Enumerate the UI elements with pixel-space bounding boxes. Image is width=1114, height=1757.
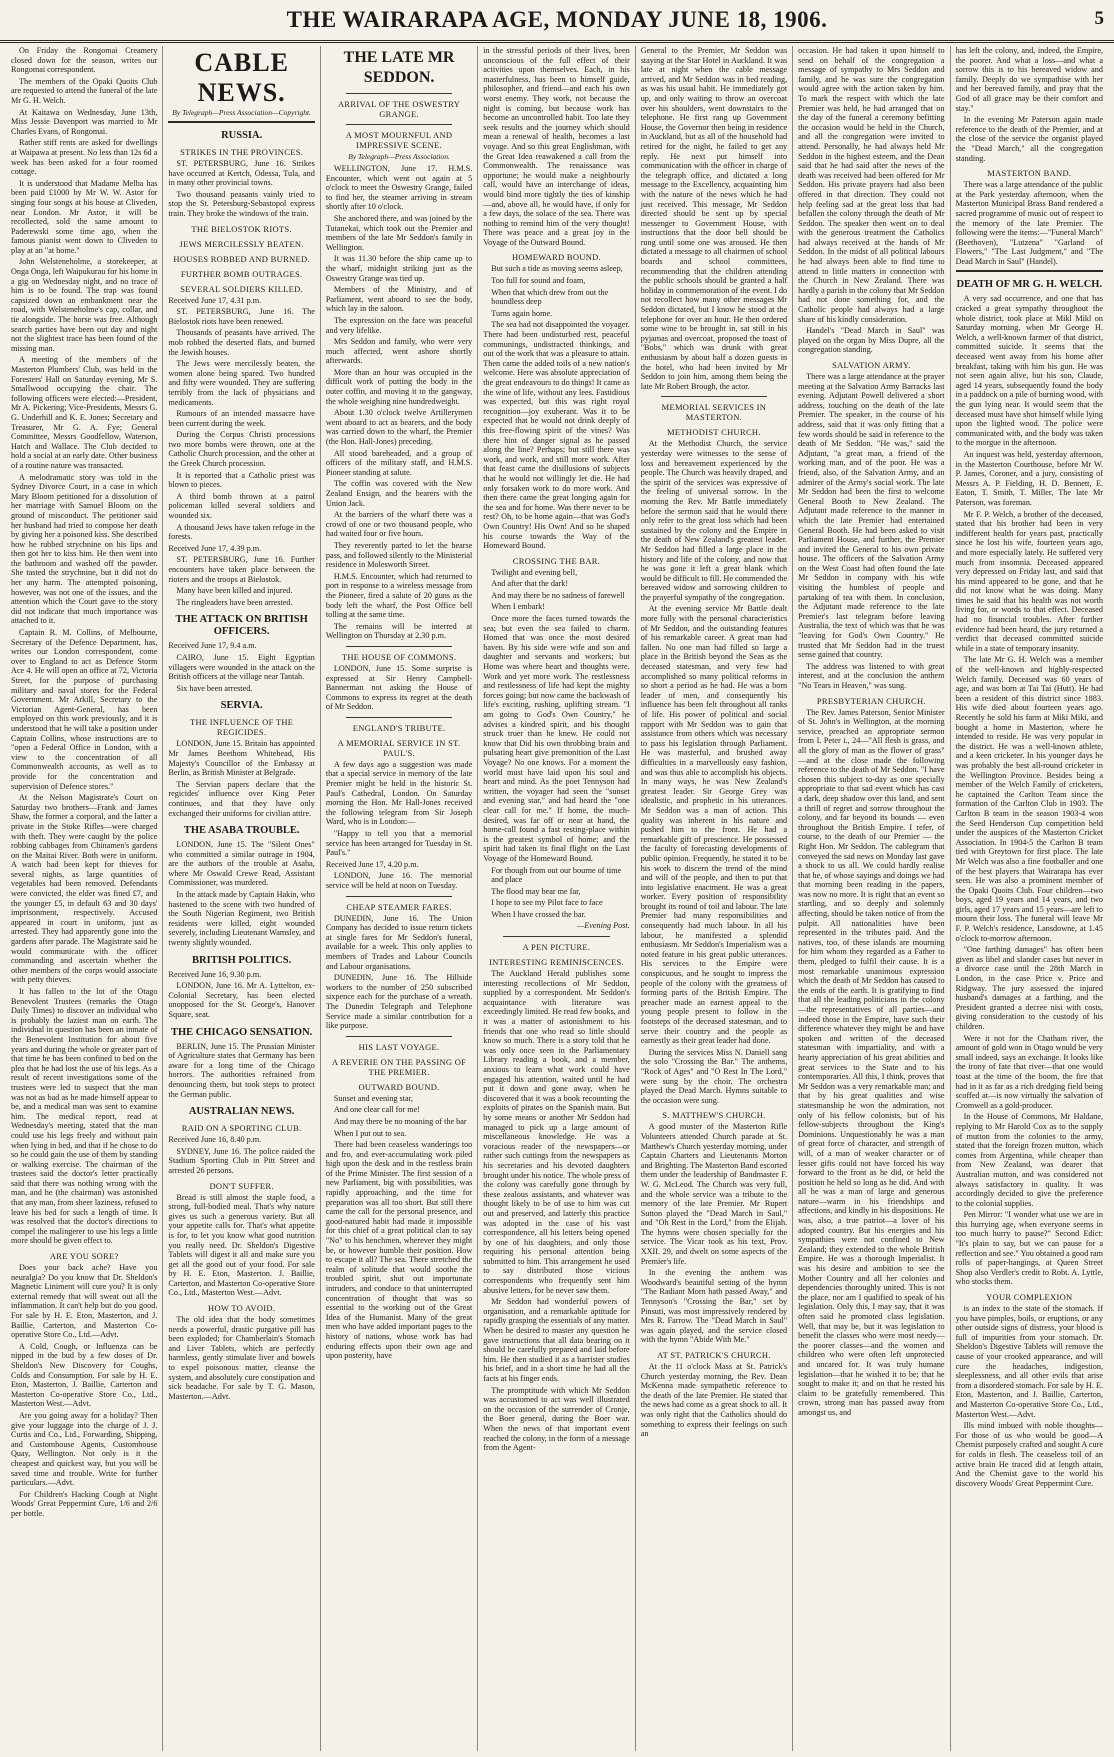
article-para: The address was listened to with great interest, and at the conclusion the anthem "No Tears in Heaven," was sung.	[798, 661, 945, 690]
article-para: Handel's "Dead March in Saul" was played on the organ by Miss Dupre, all the congregation standing.	[798, 326, 945, 355]
received-line: Received June 16, 9.30 p.m.	[168, 969, 262, 979]
article-para: The Rev. James Paterson, Senior Minister of St. John's in Wellington, at the morning service, preached an appropriate sermon from I. Peter i., 24—"All flesh is grass, and all the glory of man as the flower of grass" —and at the close made the following reference to the death of Mr Seddon. "I have chosen this subject to-day as one specially appropriate to that sad event which has cast a dark, deep shadow over this land, and sent a thrill of regret and sorrow throughout the colony, and far beyond its bounds — even throughout the British Empire. I refer, of course, to the death of our Premier — the Right Hon. Mr Seddon. The cablegram that conveyed the sad news on Monday last gave a shock to us all. We could hardly realise that he, of whose sayings and doings we had that morning been reading in the papers, was now no more. It is right that an event so startling, and so deeply and solemnly affecting, should be taken notice of from the pulpit. All nationalities have been represented in the tributes paid. And the natives, too, of these islands are mourning for him whom they regarded as a Father to them, pledged to fulfil their cause. It is a most remarkable unanimous expression which the death of Mr Seddon has caused to the ends of the earth. It is gratifying to find that all the leading politicians in the colony—the representatives of all parties—and indeed those in the Empire, have such their difference whatever they might be and have spoken and written of the deceased statesman with impartiality, and with a hearty appreciation of his great abilities and great services to the State and to his contemporaries. All this, I think, proves that Mr Seddon was a very remarkable man; and that by his great qualities and wise statesmanship he won the admiration, not only of his fellow colonists, but of his fellow-subjects throughout the King's Dominions. Unquestionably he was a man of great force of character, and strength of will, of a man of weaker character or of lesser gifts could not have forced his way forward to the front as he did, or held the position he held so long as he did. And with all he was a man of large and generous nature—warm in his friendships and affections, and kindly in his dispositions. He was, also, a true patriot—a lover of his adopted country. But his energies and his sympathies were not confined to New Zealand; they extended to the whole British Empire. He was a thorough Imperialist. It was his desire and ambition to see the Mother Country and all her colonies and dependencies thoroughly united. This is not the place, nor am I qualified to speak of his legislation. Only this, I may say, that it was often said he promoted class legislation. Well, that may be, but it was legislation to benefit the classes who were most needy—the poorer classes—and the women and children who were often left unprotected and uncared for. It was truly humane legislation—that he wished it to be; that he sought to make it; and on that he rested his claim to be gratefully remembered. This crown, strong man has passed away from amongst us, and	[798, 707, 945, 1417]
article-para: Were it not for the Chatham river, the amount of gold won in Otago would be very small indeed, says an exchange. It looks like the irony of fate that river—that one would toast at the time of the boom, the fire that had in it as far as a rich dredging field being scoffed at—is now virtually the salvation of Cromwell as a gold-producer.	[955, 1033, 1103, 1110]
subheading: A MOST MOURNFUL AND IMPRESSIVE SCENE.	[345, 130, 453, 150]
cable-news-title: CABLE NEWS.	[194, 48, 289, 107]
divider	[346, 93, 452, 94]
divider	[661, 396, 767, 397]
article-para: LONDON, June 15. The "Silent Ones" who committed a similar outrage in 1904, are the authors of the trouble at Asaba, where Mr Oswald Crewe Read, Assistant Commissioner, was murdered.	[168, 840, 315, 888]
column-5	[636, 46, 793, 1751]
article-para: During the Corpus Christi processions two more bombs were thrown, one at the Catholic Church procession, and the other at the Greek Church procession.	[168, 430, 315, 469]
subheading: S. MATTHEW'S CHURCH.	[662, 1110, 766, 1121]
columns	[6, 46, 1108, 1751]
article-para: A very sad occurrence, and one that has cracked a great sympathy throughout the whole district, took place at Mikl Mikl on Saturday morning, when Mr George H. Welch, a well-known farmer of that district, committed suicide. It seems that the deceased went away from his home after breakfast, taking with him his gun. He was not seen again alive, but his son, Claude, aged 14 years, subsequently found the body in a paddock on a pile of burning wood, with the gun lying near. It would seem that the deceased must have shot himself while lying upon the lighted wood. The police were communicated with, and the body was taken to the morgue in the afternoon.	[955, 294, 1103, 448]
article-para: ST. PETERSBURG, June 16. Further encounters have taken place between the rioters and the troops at Bielostok.	[168, 555, 315, 584]
article-para: Mr F. P. Welch, a brother of the deceased, stated that his brother had been in very indifferent health for years past, practically since he lost his wife, fourteen years ago, and more especially lately. He suffered very much from insomnia. Deceased appeared very depressed on Friday last, and said that his mind appeared to be gone, and that he did not know what he was doing. Many times he said that his health was not worth living for, or words to that effect. Deceased had no financial troubles. After further evidence had been heard, the jury returned a verdict that deceased committed suicide while in a state of temporary insanity.	[955, 509, 1103, 653]
article-para: A melodramatic story was told in the Sydney Divorce Court, in a case in which Mary Bloom petitioned for a dissolution of her marriage with Samuel Bloom on the ground of misconduct. The petitioner said her husband had tried to compose her death by giving her a poisoned kiss. She described how he rubbed strychnine on his lips and then got her to kiss him. He then went into the bathroom and washed off the powder. She tasted the strychnine, but it did not do her any harm. The attempted poisoning, however, was not one of the issues, and the attention which the Court gave to the story did not indicate that much importance was attached to it.	[11, 472, 158, 626]
article-para: LONDON, June 15. Some surprise is expressed at Sir Henry Campbell-Bannerman not asking the House of Commons to express its regret at the death of Mr Seddon.	[325, 663, 473, 712]
section-heading: THE CHICAGO SENSATION.	[170, 1026, 313, 1038]
page-number: 5	[1094, 8, 1104, 29]
poem-line: Turns again home.	[491, 308, 553, 318]
advert-para: Does your back ache? Have you neuralgia? Do you know that Dr. Sheldon's Magnetic Liniment will cure you? It is only external remedy that will sweat out all the inflammation. It can't help but do you good. For sale by H. E. Eton, Masterton, and J. Baillie, Carterton, and Masterton Co-operative Store Co., Ltd.—Advt.	[11, 1263, 158, 1340]
poem-line: Too full for sound and foam,	[491, 276, 586, 286]
subheading: SEVERAL SOLDIERS KILLED.	[180, 283, 304, 294]
article-para: It is understood that Madame Melba has been paid £1000 by Mr W. W. Astor for singing four songs at his house at Cliveden, near London. Mr Astor, it will be recollected, sold the same amount to Paderewski some time ago, when the famous pianist went down to Cliveden to play at an "at home."	[11, 178, 158, 255]
article-para: The sea had not disappointed the voyager. There had been undisturbed rest, peaceful communings, undistracted thinkings, and out of the work that was a pleasure to attain. Then came the added toils of a new nation's welcome. Here was absolute appreciation of the great endeavours to do things! It came as the wine of life, without any lees. Fastidious was expected, but this was right royal recognition—joy exuberant. Was it to be expected that he would not drink deeply of this free-flowing spirit of the vines? Was there hint of danger signal as he passed along the line? Perhaps; but still there was work, and work, and still more work. After that feast came the disillusions of subjects that he would not willingly let die. He had only forsaken work to do more work. And then there came the great longing again for the sea and for home. Was there never to be rest? Oh, to be home again—that was God's Own Country! His Own! And so he shaped his course towards the Way of the Homeward Bound.	[483, 320, 630, 551]
received-line: Received June 17, 4.20 p.m.	[325, 859, 419, 869]
section-heading: DEATH OF MR G. H. WELCH.	[956, 279, 1103, 291]
article-para: A few days ago a suggestion was made that a special service in memory of the late Premier might be held in the historic St. Paul's Cathedral, London. On Saturday morning the Hon. Mr Hall-Jones received the following telegram from Sir Joseph Ward, who is in London:—	[325, 759, 473, 827]
article-para: SYDNEY, June 16. The police raided the Stadium Sporting Club in Pitt Street and arrested 26 persons.	[168, 1146, 315, 1175]
subheading: PRESBYTERIAN CHURCH.	[816, 695, 926, 706]
article-para: DUNEDIN, June 16. The Hillside workers to the number of 250 subscribed sixpence each for the purchase of a wreath. The Dunedin Telegraph and Telephone Service made a similar contribution for a like purpose.	[325, 973, 473, 1031]
article-para: Rumours of an intended massacre have been current during the week.	[168, 409, 315, 428]
article-para: The promptitude with which Mr Seddon was accustomed to act was well illustrated on the occasion of the surrender of Cronje, the Boer general, during the Boer war. When the news of that important event reached the colony, in the form of a message from the Agent-	[483, 1385, 630, 1453]
poem-line: For though from out our bourne of time and place	[491, 865, 622, 885]
seddon-title: THE LATE MR SEDDON.	[343, 49, 455, 86]
article-para: At the Nelson Magistrate's Court on Saturday two brothers—Frank and James Shaw, the former a corporal, and the latter a private in the Stoke Rifles—were charged with theft. They were caught by the police robbing cabbages from Chinamen's gardens on the Maitai River. Both were in uniform. A watch had been kept for thieves for several nights, as large quantities of vegetables had been removed. Defendants were convicted, the elder was fined £7, and the younger £5, in default 63 and 30 days' imprisonment, respectively. Accused appeared in court in uniform, just as arrested. They had apparently gone into the gardens after parade. The Magistrate said he would communicate with the officer commanding and ascertain whether the other members of the corps would associate with petty thieves.	[11, 793, 158, 985]
article-para: The remains will be interred at Wellington on Thursday at 2.30 p.m.	[325, 621, 473, 641]
article-para: They reverently parted to let the hearse pass, and followed silently to the Ministerial residence in Molesworth Street.	[325, 540, 473, 570]
advert-para: is an index to the state of the stomach. If you have pimples, boils, or eruptions, or any other outside signs of distress, your blood is full of impurities from your stomach. Dr. Sheldon's Digestive Tablets will remove the cause of your crooked appearance, and will cure the headaches, indigestion, sleeplessness, and all other evils that arise from a disordered stomach. For sale by H. E. Eton, Masterton, and J. Baillie, Carterton, and Masterton Co-operative Store Co., Ltd., Masterton West.—Advt.	[955, 1304, 1103, 1419]
article-para: ST. PETERSBURG, June 16. Strikes have occurred at Kertch, Odessa, Tula, and in many other provincial towns.	[168, 159, 315, 188]
article-para: LONDON, June 16. The memorial service will be held at noon on Tuesday.	[325, 871, 473, 890]
divider	[956, 270, 1103, 272]
column-7	[951, 46, 1108, 1751]
advert-para: For Children's Hacking Cough at Night Woods' Great Peppermint Cure, 1/6 and 2/6 per bottle.	[11, 1489, 158, 1518]
subheading: JEWS MERCILESSLY BEATEN.	[179, 238, 304, 249]
byline: By Telegraph—Press Association—Copyright.	[172, 108, 311, 117]
poem-line: And may there be no sadness of farewell	[491, 590, 625, 600]
article-para: A good muster of the Masterton Rifle Volunteers attended Church parade at St. Matthew's Church yesterday morning, under Captain Charters and Lieutenants Morton and Brighting. The Masterton Band escorted them under the leadership of Bandmaster F. W. G. McLeod. The Church was very full, and the whole service was a tribute to the memory of the late Premier. Mr Rupert Sutton played the "Dead March in Saul," and "Oh Rest in the Lord," from the Elijah. The hymns were chosen specially for the service. The Vicar took as his text, Prov. XXII. 29, and dwelt on some aspects of the Premier's life.	[640, 1122, 788, 1266]
divider	[346, 896, 452, 897]
article-para: There was a large attendance of the public at the Park yesterday afternoon, when the Masterton Municipal Brass Band rendered a sacred programme of music out of respect to the memory of the late Premier. The following were the items:—"Funeral March" (Beethoven), "Lutzena" "Garland of Flowers," "The Last Judgment," and "The Dead March in Saul" (Handel).	[955, 180, 1103, 266]
article-para: It is reported that a Catholic priest was blown to pieces.	[168, 470, 315, 490]
article-para: A third bomb thrown at a patrol policeman killed several soldiers and wounded six.	[168, 491, 315, 521]
subheading: A REVERIE ON THE PASSING OF THE PREMIER.	[331, 1056, 467, 1077]
advert-heading: DON'T SUFFER.	[209, 1180, 274, 1191]
article-para: has left the colony, and, indeed, the Empire, the poorer. And what a loss—and what a sorrow this is to his bereaved widow and family. Deeply do we sympathise with her and her bereaved family, and pray that the God of all grace may be their comfort and stay."	[955, 46, 1103, 113]
subheading: RAID ON A SPORTING CLUB.	[181, 1123, 302, 1134]
article-para: LONDON, June 15. Britain has appointed Mr James Beethom Whitehead, His Majesty's Councillor of the Embassy at Berlin, as British Minister at Belgrade.	[168, 739, 315, 778]
article-para: A meeting of the members of the Masterton Plumbers' Club, was held in the Foresters' Hall on Saturday evening, Mr S. Smallwood occupying the chair. The following officers were elected:—President, Mr A. Pickering; Vice-Presidents, Messrs G. G. Underhill and K. E. Jones; Secretary and Treasurer, Mr G. A. Fye; General Committee, Messrs Goodfellow, Waterson, Hatch and Wallace. The Club decided to hold a social at an early date. Other business of a routine nature was transacted.	[11, 355, 158, 470]
article-para: It has fallen to the lot of the Otago Benevolent Trustees (remarks the Otago Daily Times) to discover an individual who is probably the laziest man on earth. The individual in question has been an inmate of the Benevolent Institution for about five years and during the whole or greater part of that time he has been confined to bed on the plea that he had lost the use of his legs. As a result of recent investigations some of the trustees were led to suspect that the man was not as bad as he made himself appear to be, and a medical man was sent to examine him. The medical report, read at Wednesday's meeting, stated that the man could use his legs freely and without pain when lying in bed, and that if he chose to do so he could gain the use of them by standing or walking exercise. The chairman of the trustees said the doctor's letter practically said that there was nothing wrong with the man, and he (the chairman) was astonished that any man, from sheer laziness, refused to leave his bed for such a length of time. It was resolved that the doctor's directions to compel the malingerer to use his legs a little more should be given effect to.	[11, 987, 158, 1246]
poem-line: When I put out to sea.	[333, 1128, 407, 1138]
subheading: METHODIST CHURCH.	[667, 427, 761, 438]
subheading: INTERESTING REMINISCENCES.	[489, 957, 624, 968]
article-para: About 1.30 o'clock twelve Artillerymen went aboard to act as bearers, and the body was carried down to the wharf, the Premier (the Hon. Hall-Jones) preceding.	[325, 408, 473, 447]
article-para: Six have been arrested.	[176, 683, 253, 693]
section-heading: AUSTRALIAN NEWS.	[188, 1106, 295, 1118]
received-line: Received June 16, 8.40 p.m.	[168, 1135, 262, 1145]
article-para: John Welsteneholme, a storekeeper, at Onga Onga, left Waipukurau for his home in a gig on Wednesday night, and no trace of him is to be found. The trap was found capsized down an embankment near the road, with Welsteneholme's cap, collar, and tie alongside. The horse was free. Although search parties have been out day and night not the slightest trace has been found of the missing man.	[11, 257, 158, 353]
article-para: During the services Miss N. Daniell sang the solo "Crossing the Bar." The anthems, "Rock of Ages" and "O Rest In The Lord," were sung by the choir. The orchestra played the Dead March. Hymns suitable to the occasion were sung.	[640, 1047, 788, 1105]
advert-para: Ills mind imbued with noble thoughts—For those of us who would be good—A Chemist purposely crafted and sought A cure for colds in flesh. The ceaseless toil of an active brain He traced did at length attain, And the Chemist gave to the world his discovery Woods' Great Peppermint Cure.	[955, 1421, 1103, 1488]
received-line: Received June 17, 4.39 p.m.	[168, 543, 262, 553]
article-para: At the 11 o'clock Mass at St. Patrick's Church yesterday morning, the Rev. Dean McKenna made sympathetic reference to the death of the late Premier. He stated that the news had come as a great shock to all. It was only right that the Catholics should do something to express their feelings on such an	[640, 1362, 788, 1439]
article-para: LONDON, June 16. Mr A. Lyttelton, ex-Colonial Secretary, has been elected unopposed for the St. George's, Hanover Square, seat.	[168, 981, 315, 1019]
section-heading: THE ATTACK ON BRITISH OFFICERS.	[175, 614, 308, 638]
poem-line: When I have crossed the bar.	[491, 909, 586, 919]
subheading: FURTHER BOMB OUTRAGES.	[180, 268, 303, 279]
article-para: Rather stiff rents are asked for dwellings at Waipawa at present. No less than 12s 6d a week has been asked for a four roomed cottage.	[11, 138, 158, 177]
poem-line: Sunset and evening star,	[333, 1093, 414, 1103]
subheading: A PEN PICTURE.	[522, 942, 591, 953]
poem-line: And one clear call for me!	[333, 1105, 420, 1115]
subheading: SALVATION ARMY.	[832, 360, 911, 370]
article-para: ST. PETERSBURG, June 16. The Bielostok riots have been renewed.	[168, 307, 315, 326]
subheading: AT ST. PATRICK'S CHURCH.	[657, 1350, 771, 1360]
advert-heading: HOW TO AVOID.	[208, 1303, 276, 1314]
subheading: HOMEWARD BOUND.	[511, 252, 601, 263]
article-para: Once more the faces turned towards the sea; but even the sea failed to charm. Homed that was once the most desired haven. By his side were wife and son and daughter and servants and workers; but Home was where heart and thoughts were. Work and yet more work. The restlessness and restlessness of life had kept the mighty forces going; but now came the backwash of life's exciting, rushing, uplifting stream. "I am going to God's Own Country," he advises a kindred spirit, and his thought struck truer than he knew. He could not know that Did his own throbbing brain and pulsating heart give premonition of the Last Voyage? No one knows. For a moment the world must have laid upon his soul and heart and mind. As the poet Tennyson had written, the voyager had seen the "sunset and evening star," and had heard the "one clear call for me." If home, the much-desired, was far off or near at hand, the home-call found a fast resting-place within is the greatest symbol of home; and the spirit had taken its final flight on the Last Voyage of the Homeward Bound.	[483, 614, 630, 863]
article-para: Two thousand peasants vainly tried to stop the St. Petersburg-Sebastopol express train. They broke the windows of the train.	[168, 189, 315, 218]
article-para: CAIRO, June 15. Eight Egyptian villagers were wounded in the attack on the British officers at the village near Tantah.	[168, 652, 315, 682]
article-para: The expression on the face was peaceful and very lifelike.	[325, 315, 473, 335]
column-4	[478, 46, 635, 1751]
article-para: Members of the Ministry, and of Parliament, went aboard to see the body, which lay in the saloon.	[325, 285, 473, 314]
article-para: BERLIN, June 15. The Prussian Minister of Agriculture states that Germany has been aware for a long time of the Chicago horrors. The authorities refrained from denouncing them, but took steps to protect the German public.	[168, 1041, 315, 1099]
subheading: ARRIVAL OF THE OSWESTRY GRANGE.	[337, 99, 461, 119]
article-para: Captain R. M. Collins, of Melbourne, Secretary of the Defence Department, has, writes our London correspondent, come over to England to act as Defence Storm Ace 4. He will open an office at 72, Victoria Street, for the purpose of purchasing military and naval stores for the Federal Government. Mr Arkill, Secretary to the Victorian Agent-General, has been employed on this work previously, and it is understood that he will take a position under Captain Collins, whose instructions are to "open a Federal Office in London, with a view to the concentration of all Commonwealth accounts, as well as to provide for the concentration and supervision of Defence stores."	[11, 628, 158, 791]
subheading: THE INFLUENCE OF THE REGICIDES.	[189, 717, 294, 738]
divider	[346, 124, 452, 125]
advert-para: Bread is still almost the staple food, a strong, full-bodied meal. That's why nature gives us such a generous variety. But all your appetite calls for. That's what appetite is for, to let you know what good nutrition you really need. Dr. Sheldon's Digestive Tablets will digest it all and make sure you get all the good out of your food. For sale by H. E. Eton, Masterton. J. Baillie, Carterton, and Masterton Co-operative Store Co., Ltd., Masterton West.—Advt.	[168, 1192, 315, 1298]
source-credit: —Evening Post.	[576, 921, 630, 931]
advert-para: A Cold, Cough, or Influenza can be nipped in the bud by a few doses of Dr. Sheldon's New Discovery for Coughs, Colds and Consumption. For sale by H. E. Eton, Masterton, J. Baillie, Carterton and Masterton Co-operative Store Co., Ltd., Masterton West.—Advt.	[11, 1341, 158, 1409]
subheading: CROSSING THE BAR.	[512, 555, 601, 566]
section-heading: SERVIA.	[220, 700, 263, 712]
poem-line: Twilight and evening bell,	[491, 567, 578, 577]
article-para: There had been ceaseless wanderings too and fro, and ever-accumulating work piled high upon the desk and in the restless brain of the Prime Minister. The first session of a new Parliament, big with possibilities, was rapidly approaching, and the time for preparation was all too short. But still there came the call for the personal presence, and good-natured habit had made it impossible for this chief of a great political clan to say "No" to his henchmen, wherever they might be, or however humble their position. How to escape it all? The sea. There stretched the realm of solitude that would soothe the troubled spirit, shut out importunate intruders, and conduce to that uninterrupted concentration of thought that was so essential to the working out of the Great Idea of the Humanist. Many of the great men who have added important pages to the history of nations, whose work has had enduring effects upon their own age and upon posterity, have	[325, 1140, 473, 1361]
section-heading: THE ASABA TROUBLE.	[183, 825, 300, 837]
column-6	[793, 46, 950, 1751]
article-para: All stood bareheaded, and a group of officers of the military staff, and H.M.S. Pioneer standing at salute.	[325, 448, 473, 477]
article-para: In the attack made by Captain Hakin, who hastened to the scene with two hundred of the South Nigerian Regiment, two British residents were killed, eight wounded severely, including Lieutenant Wamsley, and twenty slightly wounded.	[168, 890, 315, 948]
poem-line: But such a tide as moving seems asleep,	[491, 264, 623, 274]
article-para: At Kaitawa on Wednesday, June 13th, Miss Jessie Davenport was married to Mr Charles Evans, of Rongomai.	[11, 107, 158, 136]
masthead-title: THE WAIRARAPA AGE, MONDAY JUNE 18, 1906.	[286, 7, 828, 32]
column-1	[6, 46, 163, 1751]
article-para: "One farthing damages" has often been given as libel and slander cases but never in a divorce case until the 28th March in London, in the case Price v. Price and Ridgway. The jury assessed the injured husband's damages at a farthing, and the President granted a decree nisi with costs, giving consideration to the custody of his children.	[955, 945, 1103, 1031]
article-para: At the Methodist Church, the service yesterday were witnesses to the sense of loss and bereavement experienced by the people. The Church was heavily draped, and the spirit of the services was expressive of the feeling of universal sorrow. In the morning the Rev. Mr Battle immediately before the sermon said that he would there only refer to the great loss which had been sustained by the colony and the Empire in the death of New Zealand's greatest leader. Mr Seddon had filled a large place in the history and life of the colony, and now that he was gone it left a great blank which would be difficult to fill. He commended the bereaved widow and sorrowing children to the prayerful sympathy of the congregation.	[640, 439, 788, 602]
subheading: OUTWARD BOUND.	[358, 1081, 440, 1092]
poem-line: When I embark!	[491, 602, 545, 612]
article-para: The ringleaders have been arrested.	[176, 597, 293, 607]
subheading: THE HOUSE OF COMMONS.	[341, 651, 457, 662]
article-para: "Happy to tell you that a memorial service has been arranged for Tuesday in St. Paul's."	[325, 829, 473, 858]
article-para: H.M.S. Encounter, which had returned to port in response to a wireless message from the Pioneer, fired a salute of 20 guns as the body left the wharf, the Post Office bell tolling at the same time.	[325, 571, 473, 620]
article-para: It was 11.30 before the ship came up to the wharf, midnight striking just as the Oswestry Grange was tied up.	[325, 254, 473, 283]
advert-para: Are you going away for a holiday? Then give your luggage into the charge of J. J. Curtis and Co., Ltd., Forwarding, Shipping, and Customhouse Agents, Customhouse Quay, Wellington. Not only is it the cheapest and quickest way, but you will be saved time and trouble. Write for further particulars.—Advt.	[11, 1410, 158, 1488]
advert-heading: ARE YOU SORE?	[49, 1251, 119, 1262]
subheading: ENGLAND'S TRIBUTE.	[352, 722, 446, 733]
poem-line: And may there be no moaning of the bar	[333, 1116, 467, 1126]
section-heading: BRITISH POLITICS.	[192, 954, 292, 966]
article-para: A thousand Jews have taken refuge in the forests.	[168, 522, 315, 542]
article-para: Mr Seddon had wonderful powers of organisation, and a remarkable aptitude for rapidly grasping the essentials of any matter. When he desired to master any question he gave instructions that all data bearing on it should be carefully prepared and laid before him. He then studied it as a barrister studies his brief, and in a short time he had all the facts at his finger ends.	[483, 1297, 630, 1383]
section-heading: RUSSIA.	[221, 130, 263, 141]
article-para: DUNEDIN, June 16. The Union Company has decided to issue return tickets at single fares for Mr Seddon's funeral, available for a week. This only applies to members of Trades and Labour Councils and Labour organisations.	[325, 913, 473, 971]
article-para: An inquest was held, yesterday afternoon, in the Masterton Courthouse, before Mr W. P. James, Coroner, and a jury, consisting of Messrs A. P. Fielding, H. D. Bennett, E. Eaton, T. Smith, T. Miller, The late Mr Paterson, was foreman.	[955, 449, 1103, 507]
divider	[346, 1036, 452, 1037]
poem-line: And after that the dark!	[491, 579, 569, 589]
article-para: The Servian papers declare that the regicides' influence over King Peter continues, and that they have only exchanged their uniforms for civilian attire.	[168, 779, 315, 818]
article-para: The coffin was covered with the New Zealand Ensign, and the bearers with the Union Jack.	[325, 479, 473, 508]
subheading: A MEMORIAL SERVICE IN ST. PAUL'S.	[337, 737, 461, 758]
article-para: in the stressful periods of their lives, been unconscious of the full effect of their activities upon themselves. Each, in his masterfulness, has been to himself guide, philosopher, and friend—and each his own worst enemy. They work, not because the night is coming, but because work has become an uncontrolled habit. Too late they seek results and the journey which should mean a renewal of health, becomes a last voyage. And so this great Englishman, with the Great Idea reawakened a call from the Commonwealth. The renaissance was opportune; he would make a neighbourly call, would have an interchange of ideas, would bind more tightly the ties of kinship—and, above all, he would have, if only for a few days, the solace of the sea. There was nothing to remind him of the very thought! There was peace and a great joy in the Voyage of the Outward Bound.	[483, 46, 630, 247]
divider	[503, 936, 609, 937]
column-3	[321, 46, 478, 1751]
poem-line: The flood may bear me far,	[491, 886, 581, 896]
subheading: MASTERTON BAND.	[987, 168, 1072, 179]
article-para: The late Mr G. H. Welch was a member of the well-known and highly-respected Welch family. Deceased was 60 years of age, and was born at Tai Tai (Hutt). He had been a resident of this district since 1883. His wife died about fourteen years ago. Recently he sold his farm at Miki Miki, and bought a home in Masterton, where he intended to reside. He was very popular in the district. He was a well-known athlete, and a keen cricketer. In his younger days he was probably the best all-round cricketer in the Wellington Province. Besides being a member of the Welch Family of cricketers, he captained the Carlton Team since the formation of the Carlton Club in 1903. The Carlton B team in the season 1903-4 won the Seed Henderson Cup competition held under the auspices of the Masterton Cricket Association. In 1904-5 the Carlton B team tied with Greytown for first place. The late Mr Welch was also a fine footballer and one of the best players that Wairarapa has ever seen. He was also a prominent member of the Opaki Quoits Club. Four children—two boys, aged 19 years and 14 years, and two girls, aged 17 years and 15 years—are left to mourn their loss. The funeral will leave Mr F. P. Welch's residence, Lansdowne, at 1.45 o'clock to-morrow afternoon.	[955, 655, 1103, 943]
received-line: Received June 17, 9.4 a.m.	[168, 641, 257, 651]
article-para: Mrs Seddon and family, who were very much affected, went ashore shortly afterwards.	[325, 337, 473, 366]
article-para: General to the Premier, Mr Seddon was staying at the Star Hotel in Auckland. It was late at night when the cable message arrived, and Mr Seddon was in bed reading, as was his usual habit. He immediately got up, and only waiting to throw an overcoat over his shoulders, went downstairs to the telephone. He first rang up Government House, the Governor then being in residence in Auckland, but as all of the household had retired for the night, he failed to get any reply. He next put himself into communication with the officer in charge of the telegraph office, and dictated a long message to the Excellency, acquainting him with the nature of the news which he had just received. This message, Mr Seddon directed should be sent up by special messenger to Government House, with instructions that the door bell should be rung until some one was aroused. He then dictated a message to all chairmen of school boards and school committees, recommending that the children attending the public schools should be granted a half holiday in commemoration of the event. I do not recollect how many other messages Mr Seddon dictated, but I know he stood at the telephone for over an hour. He then ordered some wine to be brought in, sat still in his pyjamas and overcoat, proposed the toast of "Bobs," which was drunk with great enthusiasm by about half a dozen guests in the hotel, who had been invited by Mr Seddon to join him, among them being the late Mr Robert Brough, the actor.	[640, 46, 788, 391]
subheading: MEMORIAL SERVICES IN MASTERTON.	[661, 402, 767, 423]
article-para: On Friday the Rongomai Creamery closed down for the season, writes our Rongomai correspondent.	[11, 46, 158, 75]
subheading: THE BIELOSTOK RIOTS.	[191, 223, 292, 234]
column-2	[163, 46, 320, 1751]
article-para: More than an hour was occupied in the difficult work of putting the body in the outer coffin, and moving it to the gangway, the whole weighing nine hundredweight.	[325, 367, 473, 406]
subheading: CHEAP STEAMER FARES.	[346, 901, 452, 912]
subheading: HOUSES ROBBED AND BURNED.	[173, 253, 310, 264]
article-para: At the evening service Mr Battle dealt more fully with the personal characteristics of Mr Seddon, and the outstanding features of his remarkable career. A great man had fallen. No one man had filled so large a place in the British beyond the Seas as the deceased statesman, and very few had accomplished so many political reforms in so short a period as he had. He was a born leader of men, and consequently his influence has been felt throughout all ranks of life. His power of political and social rapport with Mr Seddon was to gain that assistance from others which was necessary to pass his legislation through Parliament. He was masterful, and brushed away difficulties in a marvellously easy fashion, and was thus able to accomplish his objects. In many ways, he was New Zealand's greatest leader. Sir George Grey was idealistic, and prophetic in his utterances. Mr Seddon was a man of action. This quality was inherent in his nature and pushed him to the front. He had a remarkable gift of prescience. He possessed the faculty of forecasting developments of public opinion. Frequently, he stated it to be his work to discern the trend of the mind and will of the people, and then to put that into legislative enactment. He was a great worker. Every position of responsibility brought its round of toil and labour. The late Premier had many responsibilities and consequently had much labour. In all his labour, he manifested a splendid enthusiasm. Mr Seddon's Imperialism was a noted feature in his great public utterances. His services to the Empire were conspicuous, and he sought to impress the people of the colony with the greatness of forming parts of the British Empire. The preacher made an earnest appeal to the young people present to follow in the footsteps of the deceased statesman, and to serve their country and the people as earnestly as their great leader had done.	[640, 604, 788, 1046]
article-para: There was a large attendance at the prayer meeting at the Salvation Army Barracks last evening. Adjutant Powell delivered a short address, touching on the death of the late Premier. The speaker, in the course of his address, said that it was only fitting that a few words should be said in reference to the death of Mr Seddon. "He was," said the Adjutant, "a great man, a friend of the working man, and of the poor. He was a friend, also, of the Salvation Army, and an admirer of the Army's social work. The late Mr Seddon had been the first to welcome General Booth to New Zealand. The Adjutant made reference to the manner in which the late Premier had entertained General Booth. He had been asked to visit Parliament House, and further, the Premier and invited the General to his own private house. The officers of the Salvation Army on the West Coast had often found the late Mr Seddon in company with his wife visiting the humblest of people and partaking of tea with them. In conclusion, the Adjutant made reference to the late Premier's last telegram before leaving Australia, the text of which was that he was "leaving for God's Own Country." He trusted that Mr Seddon had in the truest sense gained that country.	[798, 372, 945, 660]
divider	[346, 717, 452, 718]
article-para: In the House of Commons, Mr Haldane, replying to Mr Harold Cox as to the supply of mutton from the colonies to the army, stated that the foreign frozen mutton, which comes from Argentina, while cheaper than from New Zealand, was dearer that Australian mutton, and was considered not always satisfactory in quality. It was accordingly decided to give the preference to the colonial supplies.	[955, 1112, 1103, 1208]
article-para: She anchored there, and was joined by the Tutanekai, which took out the Premier and members of the late Mr Seddon's family in Wellington.	[325, 213, 473, 252]
subheading: HIS LAST VOYAGE.	[358, 1041, 440, 1052]
article-para: The members of the Opaki Quoits Club are requested to attend the funeral of the late Mr G. H. Welch.	[11, 76, 158, 105]
article-para: At the barriers of the wharf there was a crowd of one or two thousand people, who had waited four or five hours.	[325, 510, 473, 539]
received-line: Received June 17, 4.31 p.m.	[168, 295, 262, 305]
article-para: WELLINGTON, June 17. H.M.S. Encounter, which went out again at 5 o'clock to meet the Oswestry Grange, failed to find her, the steamer arriving in stream shortly after 10 o'clock.	[325, 164, 473, 212]
article-para: The Auckland Herald publishes some interesting recollections of Mr Seddon, supplied by a correspondent. Mr Seddon's acquaintance with literature was exceedingly limited. He read few books, and it was a matter of astonishment to his friends that one who read so little should know so much. There is a story told that he was only once seen in the Parliamentary Library reading a book, and a member, anxious to learn what work could have engaged his attention, waited until he had put it down and gone away, when he discovered that it was a book recounting the exploits of pirates on the Spanish main. But by some means or another Mr Seddon had managed to pick up a large amount of miscellaneous knowledge. He was a voracious reader of the newspapers—or rather such cuttings from the newspapers as his secretaries and his devoted daughters brought under his notice. The whole press of the colony was carefully gone through by these zealous assistants, and whatever was thought likely to be of use to him was cut out and preserved, and latterly this practice was adopted in the case of his vast correspondence, all his letters being opened by one of his daughters, and only those requiring his personal attention being submitted to him. This arrangement he used to say distributed those vicious correspondents who frequently sent him abusive letters, for he never saw them.	[483, 969, 630, 1295]
advert-para: Pen Mirror: "I wonder what use we are in this hurrying age, when everyone seems in too much hurry to pause?" Second Edict: "It's plain to say, but we can pause for a reflection and see." You obtained a good ram rolls of paper-hangings, at Queen Street Shop also Verdler's credit to Robt. A. Lyttle, who stocks them.	[955, 1210, 1103, 1287]
article-para: In the evening the anthem was Woodward's beautiful setting of the hymn "The Radiant Morn hath passed Away," and Tennyson's "Crossing the Bar," set by Pinsuti, was most impressively rendered by Mrs R. Farrow. The "Dead March in Saul" was again played, and the service closed with the hymn "Abide With Me."	[640, 1268, 788, 1345]
subheading: STRIKES IN THE PROVINCES.	[180, 147, 304, 157]
poem-line: I hope to see my Pilot face to face	[491, 898, 603, 908]
article-para: Thousands of peasants have arrived. The mob robbed the deserted flats, and burned the Jewish houses.	[168, 328, 315, 357]
article-para: In the evening Mr Paterson again made reference to the death of the Premier, and at the close of the service the organist played the "Dead March," all the congregation standing.	[955, 115, 1103, 163]
divider	[168, 121, 314, 123]
poem-line: When that which drew from out the boundless deep	[491, 287, 609, 307]
divider	[346, 646, 452, 647]
article-para: The Jews were mercilessly beaten, the women alone being spared. Two hundred and fifty were wounded. They are suffering terribly from the lack of physicians and medicaments.	[168, 359, 315, 407]
masthead	[0, 0, 1114, 43]
advert-para: The old idea that the body sometimes needs a powerful, drastic purgative pill has been exploded; for Chamberlain's Stomach and Liver Tablets, which are perfectly harmless, gently stimulate liver and bowels to expel poisonous matter, cleanse the system, and absolutely cure constipation and sick headache. For sale by T. G. Mason, Masterton.—Advt.	[168, 1315, 315, 1401]
byline: By Telegraph—Press Association.	[348, 152, 450, 161]
article-para: occasion. He had taken it upon himself to send on behalf of the congregation a message of sympathy to Mrs Seddon and family, and he was sure the congregation would agree with the action taken by him. To mark the respect with which the late Premier was held, he had arranged that on the day of the funeral a ceremony befitting the occasion would be held in the Church, and all the congregation were invited to attend. Personally, he had always held Mr Seddon in the highest esteem, and the Dean said that he had said after the news of the death was received had been offered for Mr Seddon. His private prayers had also been offered in that direction. They could not help feeling sad at the great loss that had befallen the colony through the death of Mr Seddon. The speaker then went on to deal with the generous treatment the Catholics had always received at the hands of Mr Seddon. In the midst of all political labours he had always been able to find time to attend to little matters in connection with the Church in New Zealand. There was hardly a parish in the colony that Mr Seddon had not done something for, and the Catholic people had always had a large share of his kindly consideration.	[798, 46, 945, 324]
advert-heading: YOUR COMPLEXION	[986, 1292, 1073, 1303]
article-para: Many have been killed and injured.	[176, 586, 293, 596]
